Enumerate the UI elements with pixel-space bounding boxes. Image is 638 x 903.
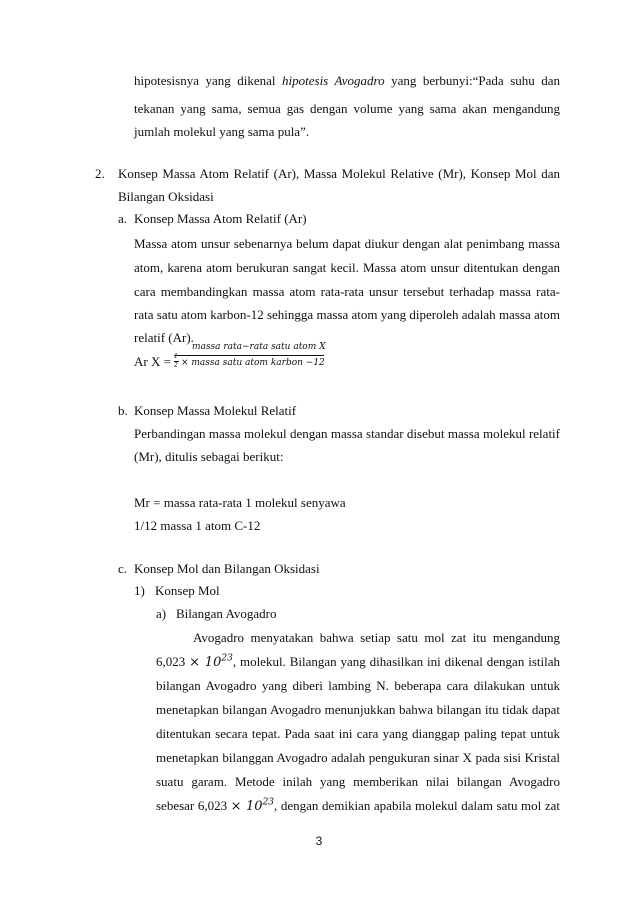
para-line: rata satu atom karbon-12 sehingga massa atom yang diperoleh adalah massa atom [134, 307, 560, 322]
para-line: tekanan yang sama, semua gas dengan volume yang sama akan mengandung [134, 101, 560, 116]
item-label: a. [118, 211, 128, 226]
formula-numerator: massa rata−rata satu atom X [192, 342, 326, 352]
subsection-title: Konsep Mol dan Bilangan Oksidasi [134, 561, 320, 576]
para-line: Massa atom unsur sebenarnya belum dapat diukur dengan alat penimbang massa [134, 236, 560, 251]
para-line: sebesar $6,023 \times 10^{23}$, dengan demikian apabila molekul dalam satu mol zat [156, 797, 560, 814]
subsection-title: Konsep Massa Atom Relatif (Ar) [134, 211, 307, 226]
subsection-title: Konsep Mol [155, 583, 220, 598]
formula-denominator: × massa satu atom karbon −12 [181, 358, 325, 368]
para-line: atom, karena atom berukuran sangat kecil. Massa atom unsur ditentukan dengan [134, 260, 560, 275]
subsection-title: Konsep Massa Molekul Relatif [134, 403, 297, 418]
para-line: cara membandingkan massa atom rata-rata unsur tersebut terhadap massa rata- [134, 284, 560, 299]
subsection-title: Bilangan Avogadro [176, 606, 277, 621]
section-heading: Bilangan Oksidasi [118, 189, 214, 204]
formula-den-one: 1 [174, 353, 178, 360]
para-line: jumlah molekul yang sama pula”. [134, 124, 310, 139]
section-number: 2. [95, 166, 105, 181]
item-label: 1) [134, 583, 145, 598]
para-line: $6,023 \times 10^{23}$, molekul. Bilangan yang dihasilkan ini dikenal dengan istilah [156, 653, 560, 670]
para-line: (Mr), ditulis sebagai berikut: [134, 449, 284, 464]
item-label: b. [118, 403, 128, 418]
formula-den-two: 2 [174, 362, 178, 369]
fraction-bar [174, 355, 324, 356]
item-label: a) [156, 606, 167, 621]
para-line: bilangan Avogadro yang diberi lambing N. beberapa cara dilakukan untuk [156, 678, 560, 693]
item-label: c. [118, 561, 128, 576]
para-line: menetapkan bilangan Avogadro menunjukkan bahwa bilangan itu tidak dapat [156, 702, 560, 717]
section-heading: Konsep Massa Atom Relatif (Ar), Massa Molekul Relative (Mr), Konsep Mol dan [118, 166, 560, 181]
para-line: Perbandingan massa molekul dengan massa standar disebut massa molekul relatif [134, 426, 560, 441]
para-line: Avogadro menyatakan bahwa setiap satu mol zat itu mengandung [193, 630, 560, 645]
para-line: menetapkan bilanggan Avogadro adalah pengukuran sinar X pada sisi Kristal [156, 750, 560, 765]
para-line: suatu garam. Metode inilah yang memberikan nilai bilangan Avogadro [156, 774, 560, 789]
page-number: 3 [315, 834, 323, 848]
formula-line: Mr = massa rata-rata 1 molekul senyawa [134, 495, 346, 510]
para-line: ditentukan secara tepat. Pada saat ini cara yang dianggap paling tepat untuk [156, 726, 560, 741]
formula-lhs: Ar X = [134, 354, 171, 369]
para-line: relatif (Ar). [134, 330, 194, 345]
para-line: hipotesisnya yang dikenal hipotesis Avogadro yang berbunyi:“Pada suhu dan [134, 73, 561, 88]
formula-line: 1/12 massa 1 atom C-12 [134, 518, 261, 533]
